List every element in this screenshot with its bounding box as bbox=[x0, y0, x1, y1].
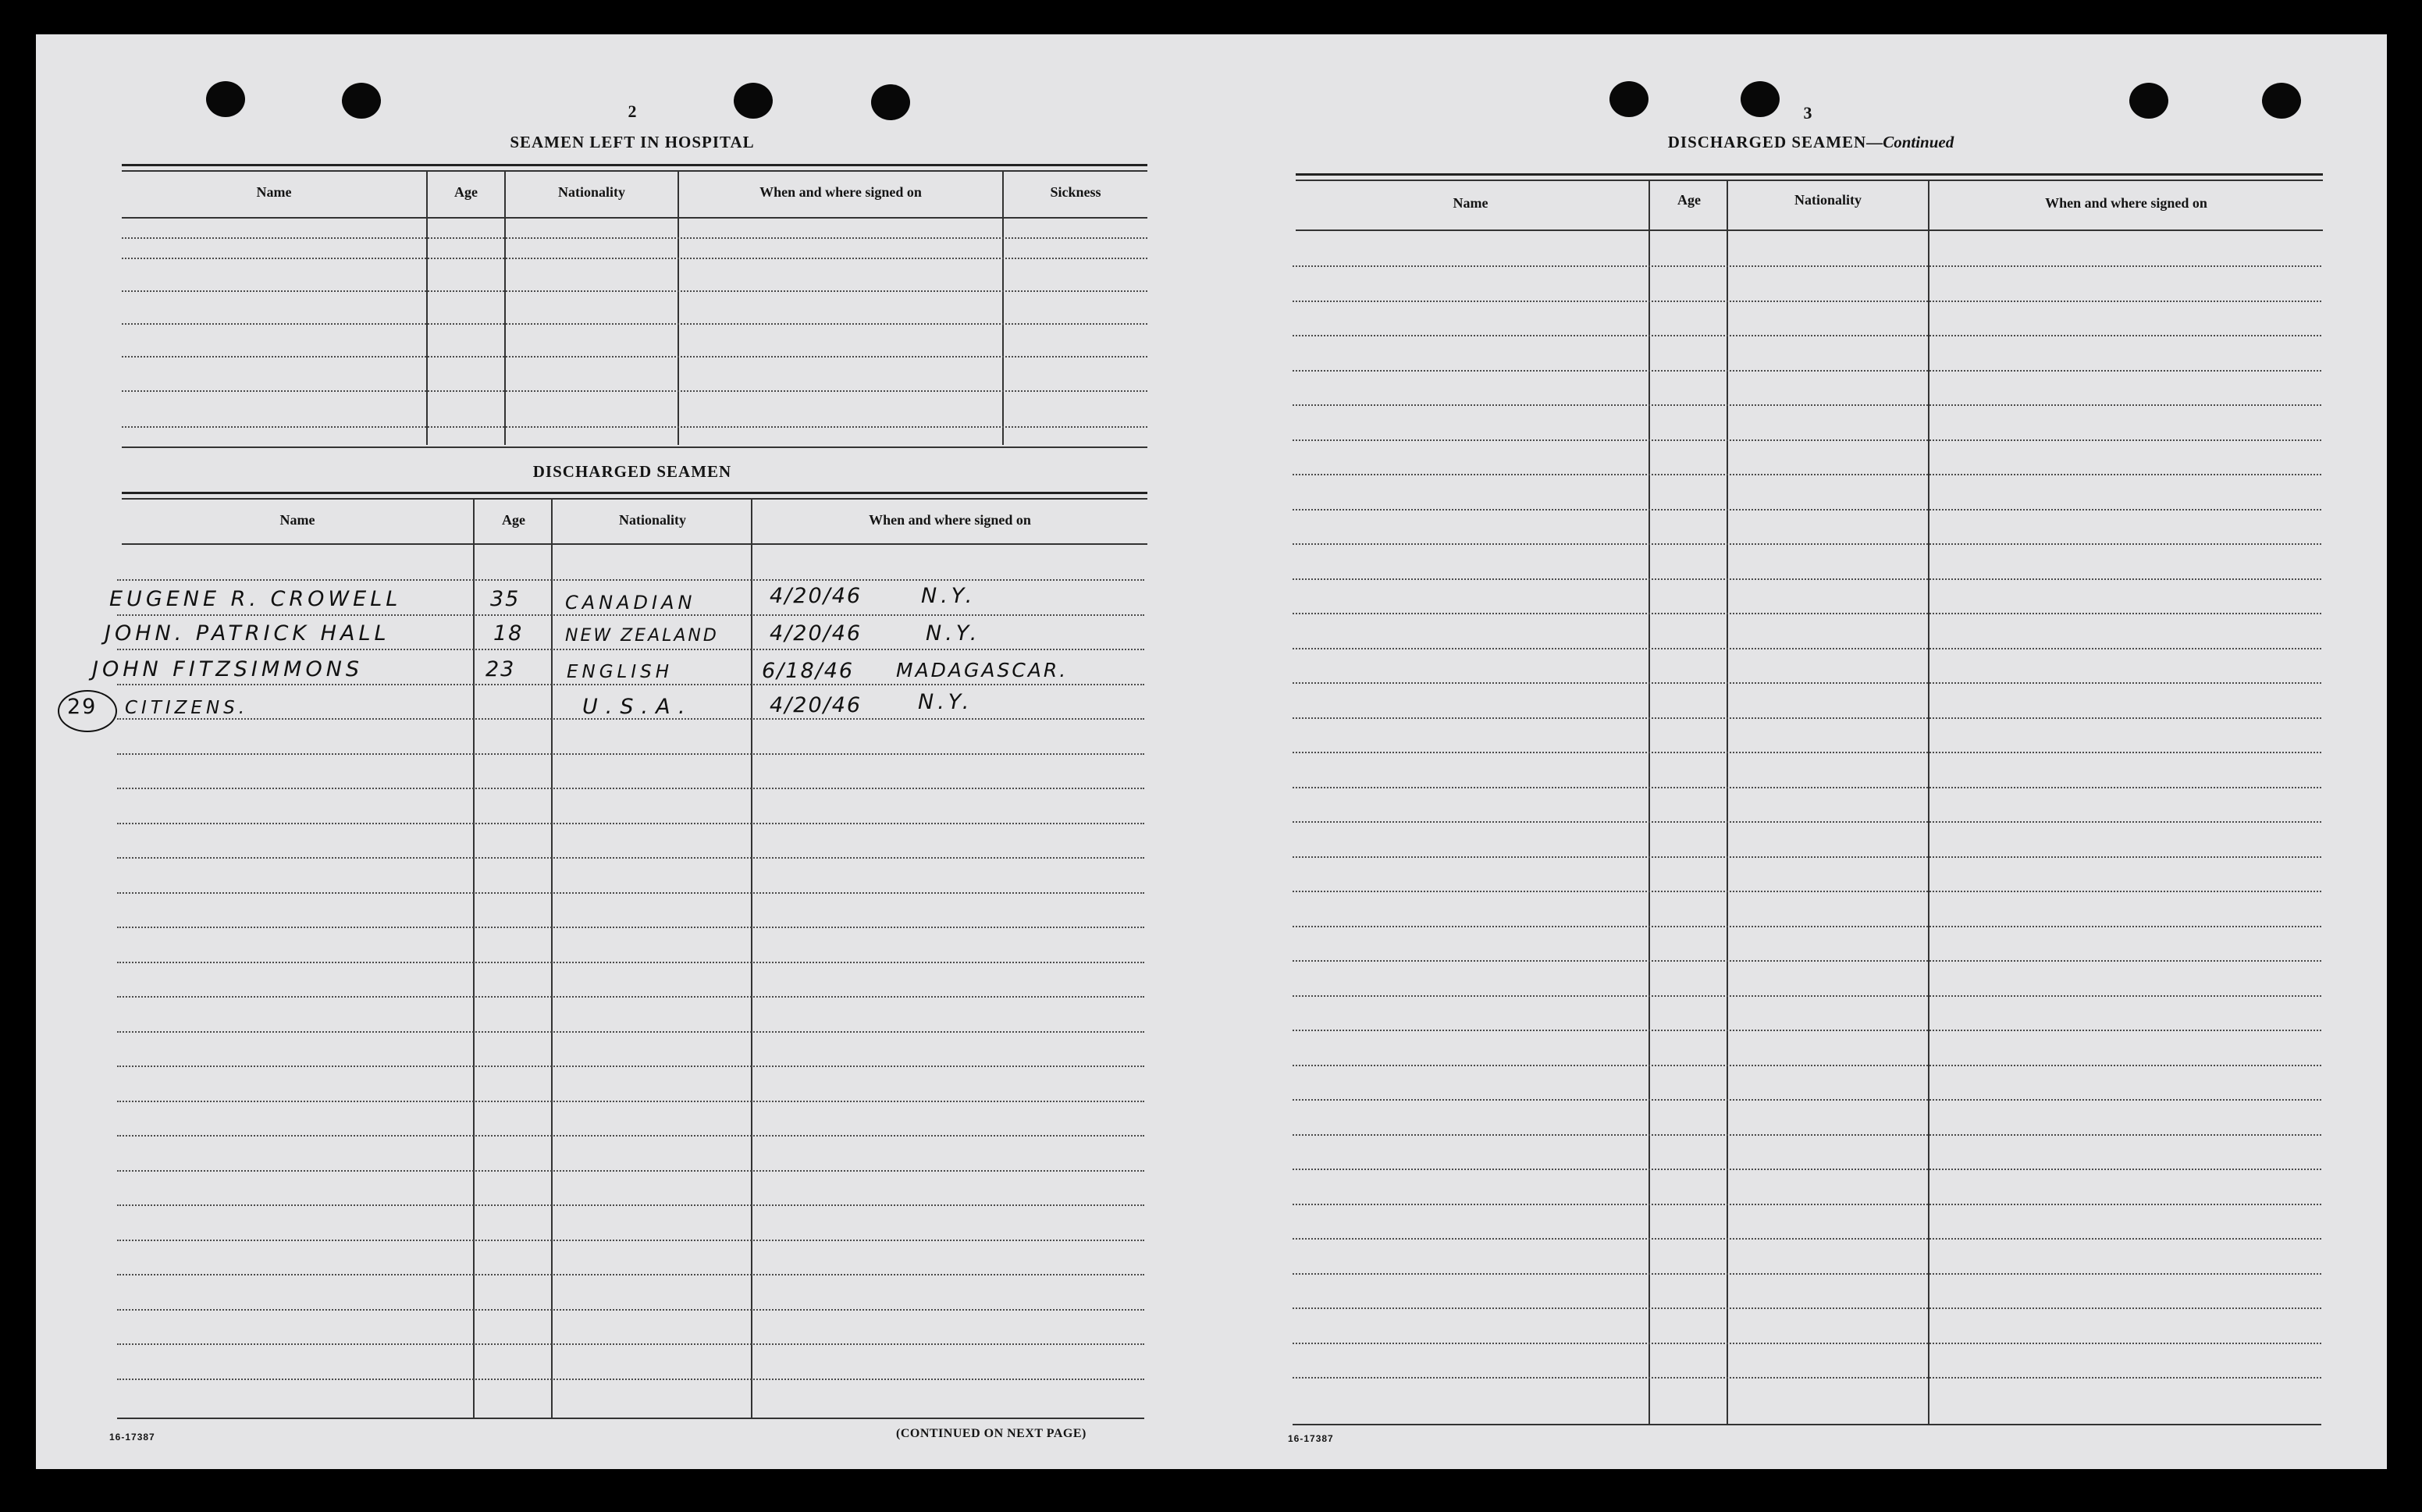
table-row-line bbox=[1293, 1377, 2321, 1379]
table-row-line bbox=[117, 1274, 1144, 1275]
table-row-line bbox=[117, 614, 1144, 616]
table-row-line bbox=[117, 1031, 1144, 1033]
row3-place: MADAGASCAR. bbox=[896, 659, 1069, 681]
table-row-line bbox=[1293, 752, 2321, 753]
row1-date: 4/20/46 bbox=[770, 584, 862, 608]
table-row-line bbox=[1293, 891, 2321, 892]
discharged-continued-title bbox=[1624, 133, 1998, 152]
table-row-line bbox=[117, 649, 1144, 650]
right-column-divider bbox=[1648, 180, 1650, 1424]
form-number-right: 16-17387 bbox=[1288, 1433, 1334, 1444]
page-number-right: 3 bbox=[1803, 103, 1812, 123]
discharged-table-top-rule bbox=[122, 498, 1147, 500]
hospital-column-divider bbox=[1002, 170, 1004, 445]
hospital-column-divider bbox=[678, 170, 679, 445]
hospital-header-sickness: Sickness bbox=[1050, 184, 1101, 200]
hospital-row-line bbox=[122, 290, 1147, 292]
discharged-continued-title-suffix: —Continued bbox=[1866, 133, 1954, 151]
table-bottom-rule bbox=[1293, 1424, 2321, 1425]
row2-place: N.Y. bbox=[926, 621, 981, 646]
hospital-column-divider bbox=[426, 170, 428, 445]
punch-hole bbox=[342, 83, 381, 119]
right-table-top-rule bbox=[1296, 173, 2323, 176]
punch-hole bbox=[1741, 81, 1780, 117]
punch-hole bbox=[871, 84, 910, 120]
hospital-column-divider bbox=[504, 170, 506, 445]
table-row-line bbox=[1293, 1134, 2321, 1136]
hospital-row-line bbox=[122, 356, 1147, 358]
right-header-signed-on: When and where signed on bbox=[2045, 195, 2207, 211]
hospital-header-rule bbox=[122, 217, 1147, 219]
discharged-column-divider bbox=[751, 498, 752, 1419]
punch-hole bbox=[2129, 83, 2168, 119]
table-row-line bbox=[1293, 404, 2321, 406]
table-row-line bbox=[1293, 856, 2321, 858]
row3-name: JOHN FITZSIMMONS bbox=[92, 657, 364, 681]
punch-hole bbox=[1609, 81, 1648, 117]
row1-place: N.Y. bbox=[921, 584, 976, 608]
table-row-line bbox=[117, 1240, 1144, 1241]
punch-hole bbox=[2262, 83, 2301, 119]
table-row-line bbox=[117, 823, 1144, 824]
table-row-line bbox=[117, 684, 1144, 685]
table-row-line bbox=[1293, 682, 2321, 684]
row4-nationality: U.S.A. bbox=[582, 695, 693, 719]
discharged-header-name: Name bbox=[279, 512, 315, 528]
row2-date: 4/20/46 bbox=[770, 621, 862, 646]
hospital-section-title: SEAMEN LEFT IN HOSPITAL bbox=[510, 133, 755, 151]
table-row-line bbox=[1293, 1099, 2321, 1101]
table-row-line bbox=[1293, 1030, 2321, 1031]
row1-nationality: CANADIAN bbox=[565, 592, 696, 614]
row1-age: 35 bbox=[490, 587, 521, 611]
right-column-divider bbox=[1928, 180, 1929, 1424]
hospital-header-name: Name bbox=[256, 184, 292, 200]
row3-nationality: ENGLISH bbox=[567, 662, 674, 682]
table-row-line bbox=[1293, 1169, 2321, 1170]
table-row-line bbox=[1293, 926, 2321, 927]
right-header-nationality: Nationality bbox=[1794, 192, 1862, 208]
table-bottom-rule bbox=[117, 1418, 1144, 1419]
table-row-line bbox=[117, 753, 1144, 755]
row2-age: 18 bbox=[493, 621, 524, 646]
row4-count: 29 bbox=[67, 695, 98, 719]
discharged-table-top-rule bbox=[122, 492, 1147, 494]
punch-hole bbox=[206, 81, 245, 117]
discharged-header-age: Age bbox=[502, 512, 525, 528]
table-row-line bbox=[117, 1170, 1144, 1172]
row1-name: EUGENE R. CROWELL bbox=[109, 587, 402, 611]
hospital-table-top-rule bbox=[122, 170, 1147, 172]
table-row-line bbox=[1293, 265, 2321, 267]
table-row-line bbox=[1293, 439, 2321, 441]
table-row-line bbox=[1293, 787, 2321, 788]
discharged-column-divider bbox=[551, 498, 553, 1419]
table-row-line bbox=[1293, 335, 2321, 336]
row2-nationality: NEW ZEALAND bbox=[565, 626, 719, 646]
table-row-line bbox=[1293, 474, 2321, 475]
table-row-line bbox=[1293, 1238, 2321, 1240]
table-row-line bbox=[117, 857, 1144, 859]
continued-note: (CONTINUED ON NEXT PAGE) bbox=[896, 1427, 1087, 1440]
discharged-column-divider bbox=[473, 498, 475, 1419]
hospital-table-top-rule bbox=[122, 164, 1147, 166]
table-row-line bbox=[1293, 995, 2321, 997]
table-row-line bbox=[117, 1204, 1144, 1206]
table-row-line bbox=[117, 788, 1144, 789]
hospital-row-line bbox=[122, 237, 1147, 239]
table-row-line bbox=[117, 1309, 1144, 1311]
right-table-top-rule bbox=[1296, 180, 2323, 181]
table-row-line bbox=[117, 579, 1144, 581]
row4-place: N.Y. bbox=[918, 690, 973, 714]
table-row-line bbox=[1293, 370, 2321, 372]
hospital-table-bottom-rule bbox=[122, 446, 1147, 448]
hospital-row-line bbox=[122, 323, 1147, 325]
page-number-left: 2 bbox=[628, 101, 637, 121]
hospital-row-line bbox=[122, 258, 1147, 259]
right-header-name: Name bbox=[1453, 195, 1488, 211]
table-row-line bbox=[1293, 1343, 2321, 1344]
table-row-line bbox=[1293, 717, 2321, 719]
right-header-rule bbox=[1296, 229, 2323, 231]
table-row-line bbox=[1293, 1065, 2321, 1066]
right-column-divider bbox=[1727, 180, 1728, 1424]
discharged-header-rule bbox=[122, 543, 1147, 545]
row4-date: 4/20/46 bbox=[770, 693, 862, 717]
table-row-line bbox=[117, 927, 1144, 928]
row3-age: 23 bbox=[485, 657, 516, 681]
right-header-age: Age bbox=[1677, 192, 1701, 208]
hospital-row-line bbox=[122, 390, 1147, 392]
discharged-header-signed-on: When and where signed on bbox=[869, 512, 1031, 528]
table-row-line bbox=[1293, 1273, 2321, 1275]
row3-date: 6/18/46 bbox=[762, 659, 855, 683]
table-row-line bbox=[1293, 1204, 2321, 1205]
discharged-continued-title-main: DISCHARGED SEAMEN bbox=[1667, 133, 1867, 151]
table-row-line bbox=[117, 1343, 1144, 1345]
hospital-row-line bbox=[122, 426, 1147, 428]
table-row-line bbox=[117, 1379, 1144, 1380]
table-row-line bbox=[1293, 613, 2321, 614]
table-row-line bbox=[117, 962, 1144, 963]
table-row-line bbox=[1293, 578, 2321, 580]
table-row-line bbox=[1293, 1307, 2321, 1309]
table-row-line bbox=[117, 1135, 1144, 1137]
table-row-line bbox=[1293, 301, 2321, 302]
table-row-line bbox=[1293, 509, 2321, 511]
table-row-line bbox=[117, 996, 1144, 998]
row4-name: CITIZENS. bbox=[125, 698, 249, 718]
row2-name: JOHN. PATRICK HALL bbox=[105, 621, 390, 646]
table-row-line bbox=[1293, 543, 2321, 545]
hospital-header-age: Age bbox=[454, 184, 478, 200]
hospital-header-signed-on: When and where signed on bbox=[759, 184, 922, 200]
discharged-header-nationality: Nationality bbox=[618, 512, 686, 528]
form-number-left: 16-17387 bbox=[109, 1432, 155, 1443]
hospital-header-nationality: Nationality bbox=[557, 184, 625, 200]
table-row-line bbox=[1293, 648, 2321, 649]
table-row-line bbox=[117, 1066, 1144, 1067]
discharged-section-title: DISCHARGED SEAMEN bbox=[532, 462, 732, 481]
table-row-line bbox=[117, 1101, 1144, 1102]
table-row-line bbox=[1293, 821, 2321, 823]
table-row-line bbox=[1293, 960, 2321, 962]
punch-hole bbox=[734, 83, 773, 119]
table-row-line bbox=[117, 892, 1144, 894]
